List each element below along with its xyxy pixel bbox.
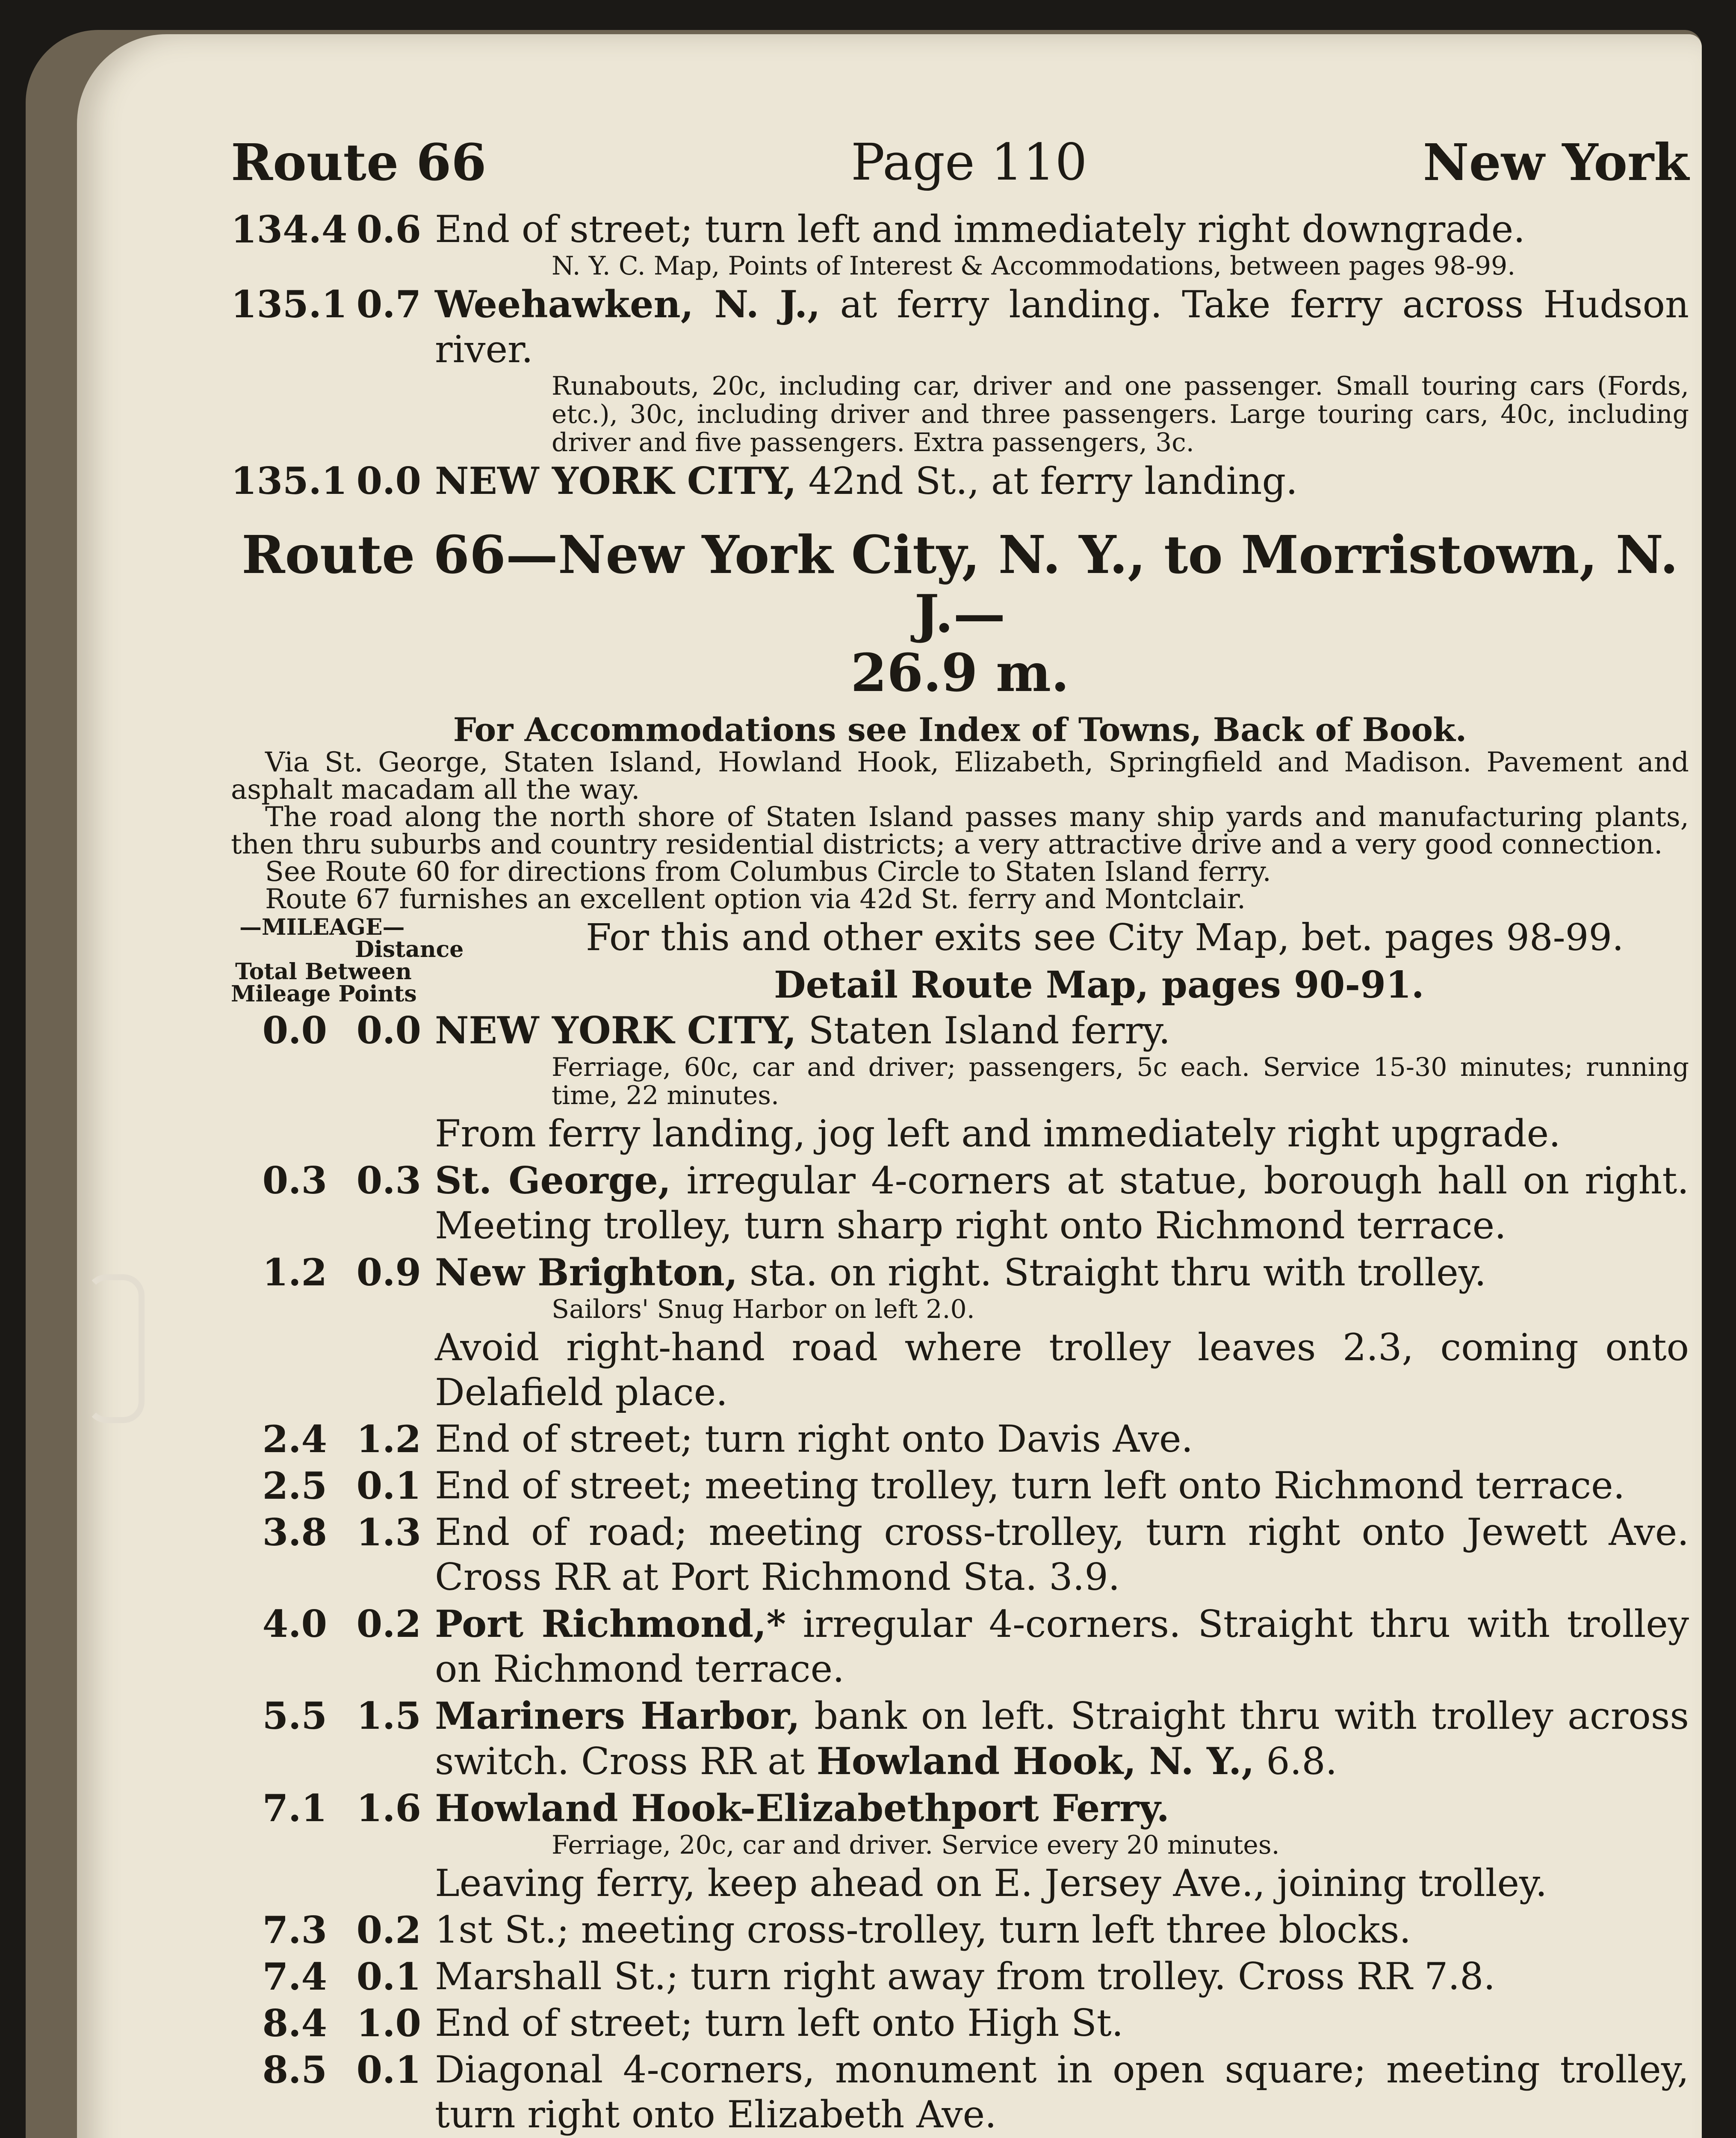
route-step (231, 1601, 1689, 1692)
route-step (231, 1417, 1689, 1462)
total-mileage: 0.3 (262, 1158, 327, 1202)
step-text (435, 1786, 1689, 1831)
step-text (435, 1954, 1689, 1999)
page-content (231, 133, 1689, 2138)
route-note: Ferriage, 20c, car and driver. Service every 20 minutes. (552, 1830, 1280, 1860)
route-step (231, 1510, 1689, 1600)
distance-between: 0.1 (356, 1464, 421, 1508)
step-text (435, 1510, 1689, 1600)
running-header (231, 133, 1689, 205)
distance-between: 0.2 (356, 1908, 421, 1952)
total-mileage: 7.4 (262, 1955, 327, 1999)
route-step (231, 2001, 1689, 2046)
route-note: Runabouts, 20c, including car, driver and one passenger. Small touring cars (Fords, etc.), 30c, including driver and three passengers. Large touring cars, 40c, including driver and five passengers. Extra passengers, 3c. (552, 371, 1689, 458)
step-direction: End of street; turn left onto High St. (435, 2001, 1124, 2045)
total-mileage: 7.3 (262, 1908, 327, 1952)
route-step (231, 2047, 1689, 2137)
route-continuation: Leaving ferry, keep ahead on E. Jersey Ave., joining trolley. (435, 1861, 1547, 1905)
step-direction: sta. on right. Straight thru with trolley. (738, 1251, 1486, 1294)
route-description (231, 749, 1689, 913)
total-mileage: 2.4 (262, 1417, 327, 1461)
route-note: N. Y. C. Map, Points of Interest & Accommodations, between pages 98-99. (552, 251, 1516, 281)
via-line: Route 67 furnishes an excellent option via 42d St. ferry and Montclair. (265, 883, 1246, 915)
via-line: The road along the north shore of Staten Island passes many ship yards and manufacturing plants, then thru suburbs and country residential districts; a very attractive drive and a very good connection. (231, 801, 1689, 860)
distance-between: 0.0 (356, 459, 421, 503)
mileage-header (231, 916, 1689, 1006)
total-mileage: 7.1 (262, 1786, 327, 1830)
detail-map-reference: Detail Route Map, pages 90-91. (774, 963, 1424, 1007)
route-step (231, 1008, 1689, 1053)
place-name: Port Richmond,* (435, 1602, 786, 1646)
route-step (231, 1908, 1689, 1952)
total-mileage: 8.4 (262, 2001, 327, 2045)
route-step (231, 458, 1689, 504)
route-step (231, 282, 1689, 372)
step-direction: Staten Island ferry. (796, 1009, 1171, 1052)
step-text (435, 1908, 1689, 1952)
header-route: Route 66 (231, 133, 487, 192)
step-direction: at ferry landing. Take ferry across Hudson river. (435, 283, 1689, 371)
step-text (435, 1693, 1689, 1784)
place-name: Weehawken, N. J., (435, 282, 821, 326)
step-text (435, 2001, 1689, 2046)
step-text (435, 458, 1689, 504)
route-step (231, 1693, 1689, 1784)
place-name: New Brighton, (435, 1250, 738, 1294)
step-text (435, 1008, 1689, 1053)
step-direction: End of street; turn left and immediately right downgrade. (435, 207, 1525, 251)
route-directions (231, 1008, 1689, 2138)
place-name: NEW YORK CITY, (435, 1008, 797, 1052)
step-text (435, 1463, 1689, 1508)
step-direction: End of street; turn right onto Davis Ave. (435, 1417, 1193, 1461)
total-mileage: 134.4 (231, 207, 348, 251)
total-mileage: 135.1 (231, 282, 348, 326)
step-direction: End of street; meeting trolley, turn left onto Richmond terrace. (435, 1464, 1625, 1507)
step-text (435, 1250, 1689, 1295)
route-note: Sailors' Snug Harbor on left 2.0. (552, 1294, 975, 1324)
place-name: Howland Hook, N. Y., (816, 1739, 1255, 1783)
place-name: Mariners Harbor, (435, 1694, 800, 1738)
place-name: NEW YORK CITY, (435, 459, 797, 503)
via-line: Via St. George, Staten Island, Howland Hook, Elizabeth, Springfield and Madison. Pavement and asphalt macadam all the way. (231, 747, 1689, 806)
distance-between: 0.0 (356, 1008, 421, 1052)
header-page: Page 110 (851, 133, 1087, 192)
route-continuation: From ferry landing, jog left and immediately right upgrade. (435, 1112, 1561, 1155)
step-direction: 1st St.; meeting cross-trolley, turn left three blocks. (435, 1908, 1411, 1952)
total-mileage: 0.0 (262, 1008, 327, 1052)
route-step (231, 1463, 1689, 1508)
total-mileage: 8.5 (262, 2048, 327, 2092)
step-text (435, 1158, 1689, 1248)
step-direction: irregular 4-corners at statue, borough hall on right. Meeting trolley, turn sharp right onto Richmond terrace. (435, 1159, 1689, 1247)
step-direction: End of road; meeting cross-trolley, turn right onto Jewett Ave. Cross RR at Port Richmond Sta. 3.9. (435, 1510, 1689, 1599)
route-step (231, 1158, 1689, 1248)
distance-between: 0.1 (356, 1955, 421, 1999)
step-text (435, 2047, 1689, 2137)
distance-between: 0.2 (356, 1602, 421, 1646)
step-text (435, 207, 1689, 252)
route-step (231, 207, 1689, 252)
distance-between: 1.0 (356, 2001, 421, 2045)
total-mileage: 3.8 (262, 1510, 327, 1554)
distance-between: 0.3 (356, 1158, 421, 1202)
route-step (231, 1954, 1689, 1999)
exits-reference: For this and other exits see City Map, bet. pages 98-99. (586, 916, 1624, 959)
route-step (231, 1250, 1689, 1295)
accommodations-line: For Accommodations see Index of Towns, Back of Book. (453, 711, 1467, 749)
route-continuation: Avoid right-hand road where trolley leaves 2.3, coming onto Delafield place. (435, 1326, 1689, 1414)
total-mileage: 135.1 (231, 459, 348, 503)
step-direction: Marshall St.; turn right away from trolley. Cross RR 7.8. (435, 1955, 1496, 1998)
via-line: See Route 60 for directions from Columbus Circle to Staten Island ferry. (265, 856, 1271, 888)
distance-between: 0.6 (356, 207, 421, 251)
place-name: St. George, (435, 1158, 671, 1202)
distance-between: 0.9 (356, 1250, 421, 1294)
total-mileage: 5.5 (262, 1694, 327, 1738)
route-title: Route 66—New York City, N. Y., to Morristown, N. J.— 26.9 m. (242, 524, 1678, 703)
header-state: New York (1423, 133, 1689, 192)
distance-between: 1.2 (356, 1417, 421, 1461)
distance-between: 0.7 (356, 282, 421, 326)
route-note: Ferriage, 60c, car and driver; passengers, 5c each. Service 15-30 minutes; running time, 22 minutes. (552, 1052, 1689, 1110)
step-direction: Diagonal 4-corners, monument in open square; meeting trolley, turn right onto Elizabeth Ave. (435, 2048, 1689, 2136)
previous-route-end (231, 207, 1689, 504)
total-mileage: 1.2 (262, 1250, 327, 1294)
mileage-column-label: —MILEAGE— Distance Total Between Mileage Points (231, 914, 464, 1007)
route-step (231, 1786, 1689, 1831)
step-direction: 42nd St., at ferry landing. (796, 459, 1298, 503)
step-text (435, 1417, 1689, 1462)
distance-between: 0.1 (356, 2048, 421, 2092)
distance-between: 1.3 (356, 1510, 421, 1554)
step-direction: 6.8. (1254, 1739, 1337, 1783)
total-mileage: 4.0 (262, 1602, 327, 1646)
step-text (435, 1601, 1689, 1692)
step-text (435, 282, 1689, 372)
place-name: Howland Hook-Elizabethport Ferry. (435, 1786, 1169, 1830)
total-mileage: 2.5 (262, 1464, 327, 1508)
distance-between: 1.6 (356, 1786, 421, 1830)
paper-clip (86, 1274, 145, 1423)
step-direction: bank on left. Straight thru with trolley across switch. Cross RR at (435, 1694, 1689, 1783)
distance-between: 1.5 (356, 1694, 421, 1738)
step-direction: irregular 4-corners. Straight thru with trolley on Richmond terrace. (435, 1602, 1689, 1691)
